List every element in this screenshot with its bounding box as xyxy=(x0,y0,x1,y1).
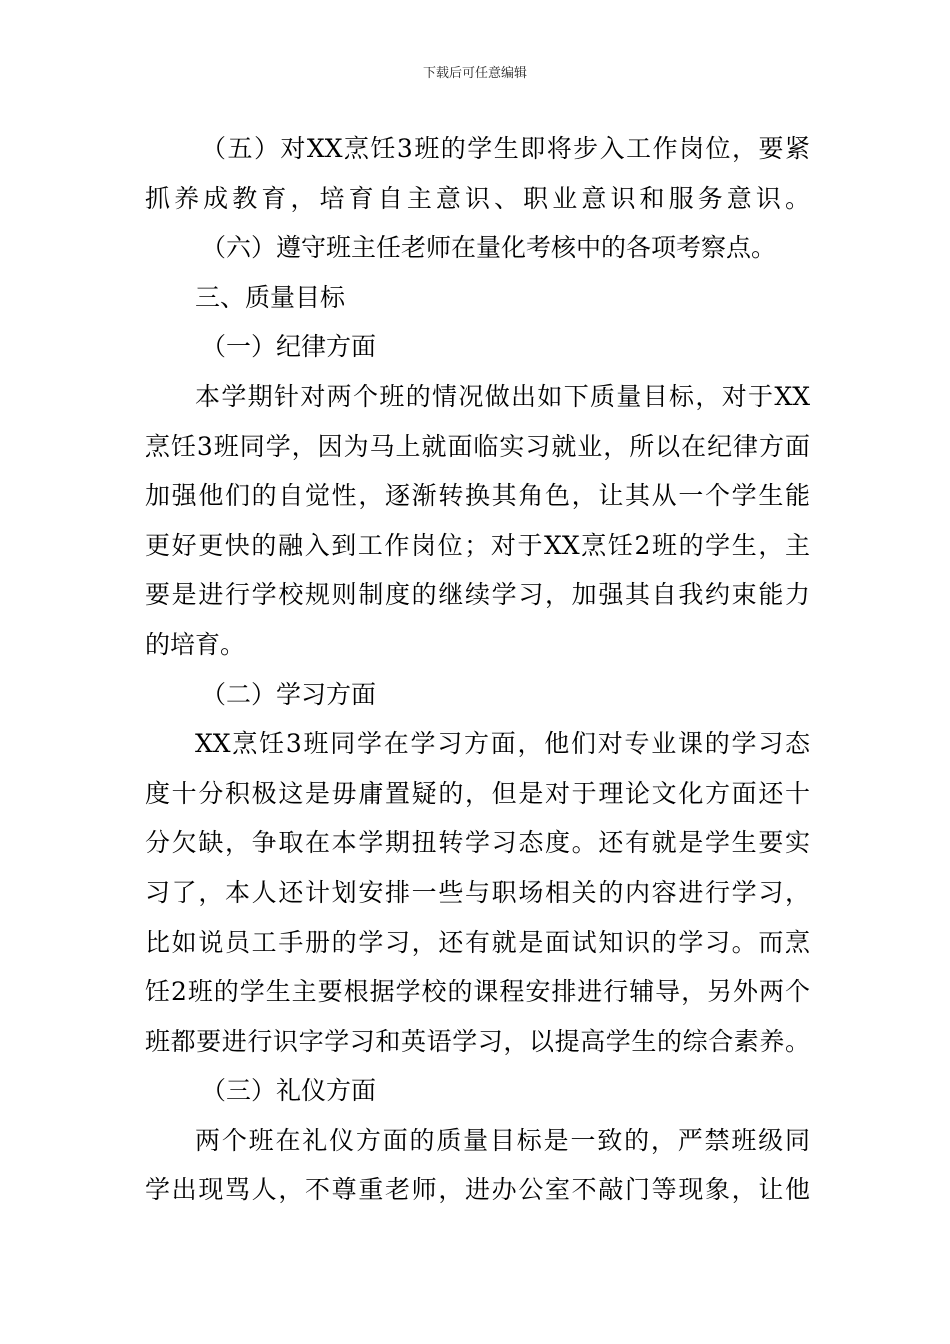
paragraph-line: 饪2班的学生主要根据学校的课程安排进行辅导，另外两个 xyxy=(145,977,810,1007)
paragraph-line: 加强他们的自觉性，逐渐转换其角色，让其从一个学生能 xyxy=(145,481,810,511)
paragraph-line: 学出现骂人，不尊重老师，进办公室不敲门等现象，让他 xyxy=(145,1175,810,1205)
paragraph-line: 分欠缺，争取在本学期扭转学习态度。还有就是学生要实 xyxy=(145,828,810,858)
page-header: 下载后可任意编辑 xyxy=(422,66,527,81)
paragraph-line: 本学期针对两个班的情况做出如下质量目标，对于XX xyxy=(195,381,810,411)
subsection-heading: （二）学习方面 xyxy=(201,679,377,709)
subsection-heading: （一）纪律方面 xyxy=(201,332,377,362)
subsection-heading: （三）礼仪方面 xyxy=(201,1076,377,1106)
section-heading: 三、质量目标 xyxy=(195,282,346,312)
paragraph-line: 习了，本人还计划安排一些与职场相关的内容进行学习， xyxy=(145,877,810,907)
paragraph-line: 要是进行学校规则制度的继续学习，加强其自我约束能力 xyxy=(145,580,810,610)
paragraph-line: 度十分积极这是毋庸置疑的，但是对于理论文化方面还十 xyxy=(145,778,810,808)
paragraph-line: 两个班在礼仪方面的质量目标是一致的，严禁班级同 xyxy=(195,1125,810,1155)
paragraph-line: （五）对XX烹饪3班的学生即将步入工作岗位，要紧 xyxy=(201,134,810,163)
paragraph-line: 比如说员工手册的学习，还有就是面试知识的学习。而烹 xyxy=(145,927,810,957)
paragraph-line: （六）遵守班主任老师在量化考核中的各项考察点。 xyxy=(201,233,777,263)
paragraph-line: 更好更快的融入到工作岗位；对于XX烹饪2班的学生，主 xyxy=(145,530,810,560)
paragraph-line: 抓养成教育，培育自主意识、职业意识和服务意识。 xyxy=(145,183,810,213)
document-body xyxy=(145,124,810,1215)
paragraph-line: XX烹饪3班同学在学习方面，他们对专业课的学习态 xyxy=(195,729,810,759)
paragraph-line: 班都要进行识字学习和英语学习，以提高学生的综合素养。 xyxy=(145,1026,810,1056)
paragraph-line: 的培育。 xyxy=(145,629,246,659)
paragraph-line: 烹饪3班同学，因为马上就面临实习就业，所以在纪律方面 xyxy=(145,431,810,461)
